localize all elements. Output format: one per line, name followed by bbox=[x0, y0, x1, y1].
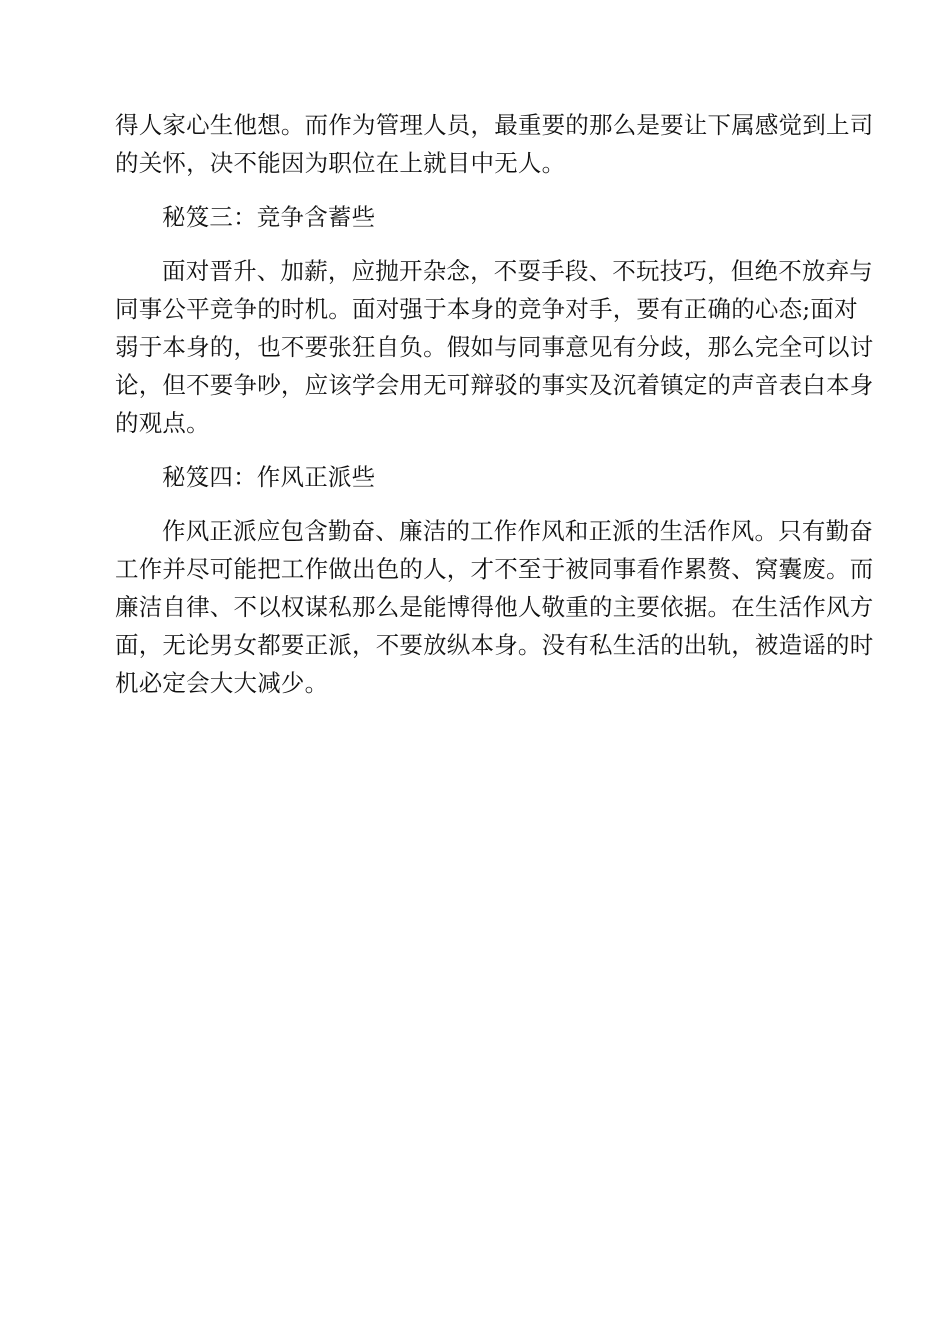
document-body bbox=[115, 106, 874, 702]
heading-text: 秘笈四：作风正派些 bbox=[162, 463, 376, 491]
text-line: 工作并尽可能把工作做出色的人，才不至于被同事看作累赘、窝囊废。而 bbox=[115, 555, 874, 583]
text-line: 面，无论男女都要正派，不要放纵本身。没有私生活的出轨，被造谣的时 bbox=[115, 631, 874, 659]
text-line: 同事公平竞争的时机。面对强于本身的竞争对手，要有正确的心态;面对 bbox=[115, 295, 858, 323]
text-line: 面对晋升、加薪，应抛开杂念，不耍手段、不玩技巧，但绝不放弃与 bbox=[162, 257, 873, 285]
paragraph-4 bbox=[115, 512, 874, 702]
text-line: 弱于本身的，也不要张狂自负。假如与同事意见有分歧，那么完全可以讨 bbox=[115, 333, 874, 361]
heading-text: 秘笈三：竞争含蓄些 bbox=[162, 203, 376, 231]
text-line: 论，但不要争吵，应该学会用无可辩驳的事实及沉着镇定的声音表白本身 bbox=[115, 371, 874, 399]
paragraph-3 bbox=[115, 252, 874, 442]
section-heading-3 bbox=[115, 198, 835, 236]
text-line: 作风正派应包含勤奋、廉洁的工作作风和正派的生活作风。只有勤奋 bbox=[162, 517, 873, 545]
text-line: 的关怀，决不能因为职位在上就目中无人。 bbox=[115, 149, 566, 177]
text-line: 机必定会大大减少。 bbox=[115, 669, 329, 697]
text-line: 得人家心生他想。而作为管理人员，最重要的那么是要让下属感觉到上司 bbox=[115, 111, 874, 139]
text-line: 的观点。 bbox=[115, 409, 210, 437]
section-heading-4 bbox=[115, 458, 835, 496]
text-line: 廉洁自律、不以权谋私那么是能博得他人敬重的主要依据。在生活作风方 bbox=[115, 593, 874, 621]
intro-paragraph bbox=[115, 106, 874, 182]
